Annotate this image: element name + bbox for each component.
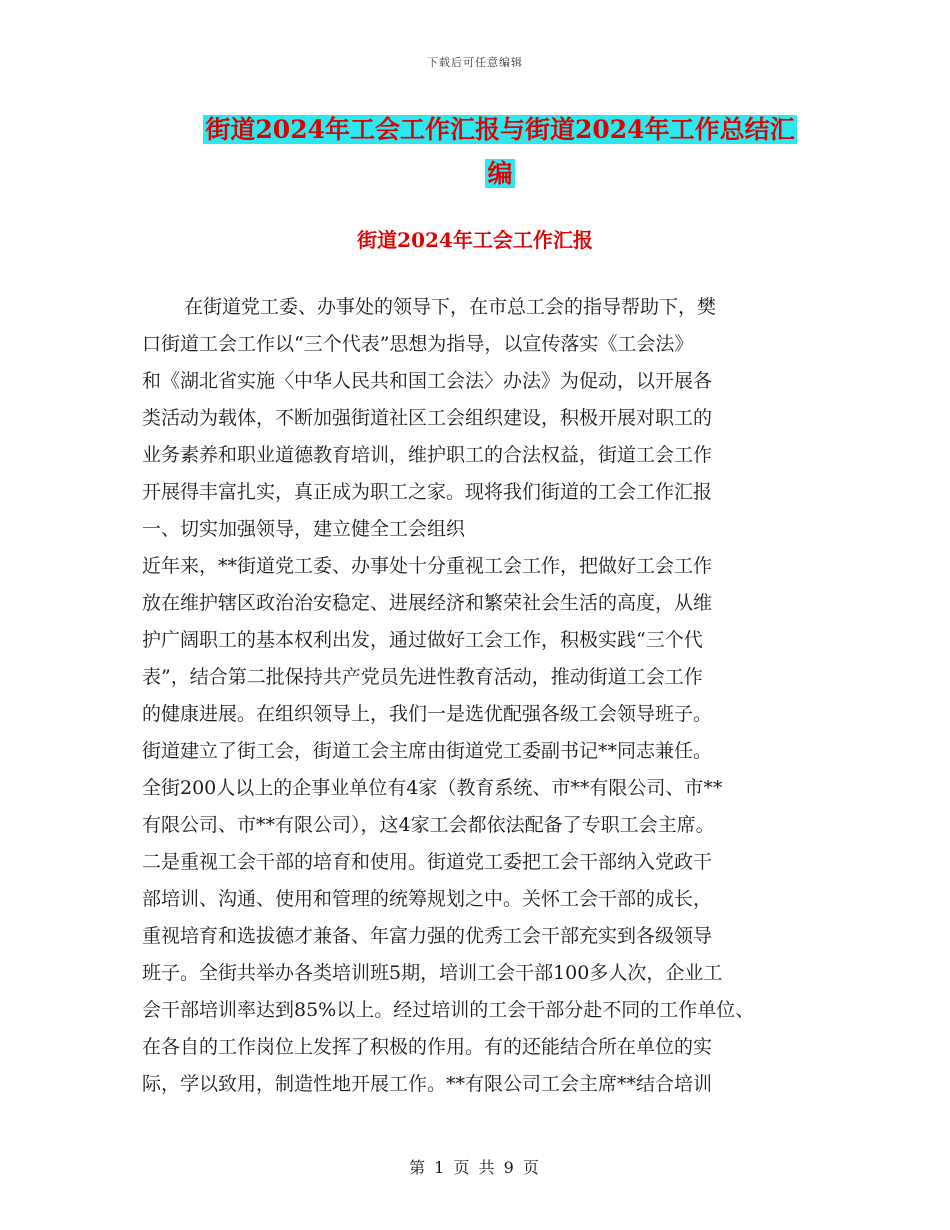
body-line: 口街道工会工作以“三个代表”思想为指导，以宣传落实《工会法》 <box>142 333 694 355</box>
body-line: 的健康进展。在组织领导上，我们一是选优配强各级工会领导班子。 <box>142 703 713 725</box>
body-line: 放在维护辖区政治治安稳定、进展经济和繁荣社会生活的高度，从维 <box>142 592 713 614</box>
body-line: 重视培育和选拔德才兼备、年富力强的优秀工会干部充实到各级领导 <box>142 925 713 947</box>
body-line: 班子。全街共举办各类培训班5期，培训工会干部100多人次，企业工 <box>142 962 723 984</box>
body-text <box>142 289 832 1103</box>
body-line: 街道建立了街工会，街道工会主席由街道党工委副书记**同志兼任。 <box>142 740 713 762</box>
body-line: 业务素养和职业道德教育培训，维护职工的合法权益，街道工会工作 <box>142 444 713 466</box>
body-line: 会干部培训率达到85%以上。经过培训的工会干部分赴不同的工作单位、 <box>142 999 755 1021</box>
header-note: 下载后可任意编辑 <box>427 56 523 69</box>
body-line: 表”，结合第二批保持共产党员先进性教育活动，推动街道工会工作 <box>142 666 703 688</box>
section-heading: 一、切实加强领导，建立健全工会组织 <box>142 518 466 540</box>
body-line: 类活动为载体，不断加强街道社区工会组织建设，积极开展对职工的 <box>142 407 713 429</box>
document-title-line-1: 街道2024年工会工作汇报与街道2024年工作总结汇 <box>205 115 795 144</box>
body-line: 部培训、沟通、使用和管理的统筹规划之中。关怀工会干部的成长， <box>142 888 713 910</box>
body-line: 近年来，**街道党工委、办事处十分重视工会工作，把做好工会工作 <box>142 555 713 577</box>
body-line: 和《湖北省实施〈中华人民共和国工会法〉办法》为促动，以开展各 <box>142 370 713 392</box>
body-line: 护广阔职工的基本权利出发，通过做好工会工作，积极实践“三个代 <box>142 629 703 651</box>
body-line: 在各自的工作岗位上发挥了积极的作用。有的还能结合所在单位的实 <box>142 1036 713 1058</box>
section-title: 街道2024年工会工作汇报 <box>357 228 593 252</box>
document-title-line-2: 编 <box>487 159 513 188</box>
body-line: 开展得丰富扎实，真正成为职工之家。现将我们街道的工会工作汇报 <box>142 481 713 503</box>
page-footer: 第 1 页 共 9 页 <box>409 1158 541 1177</box>
body-line: 有限公司、市**有限公司），这4家工会都依法配备了专职工会主席。 <box>142 814 715 836</box>
body-line: 际，学以致用，制造性地开展工作。**有限公司工会主席**结合培训 <box>142 1073 713 1095</box>
document-title <box>150 108 850 196</box>
body-line: 在街道党工委、办事处的领导下，在市总工会的指导帮助下，樊 <box>184 296 717 318</box>
body-line: 二是重视工会干部的培育和使用。街道党工委把工会干部纳入党政干 <box>142 851 713 873</box>
body-line: 全街200人以上的企事业单位有4家（教育系统、市**有限公司、市** <box>142 777 723 799</box>
